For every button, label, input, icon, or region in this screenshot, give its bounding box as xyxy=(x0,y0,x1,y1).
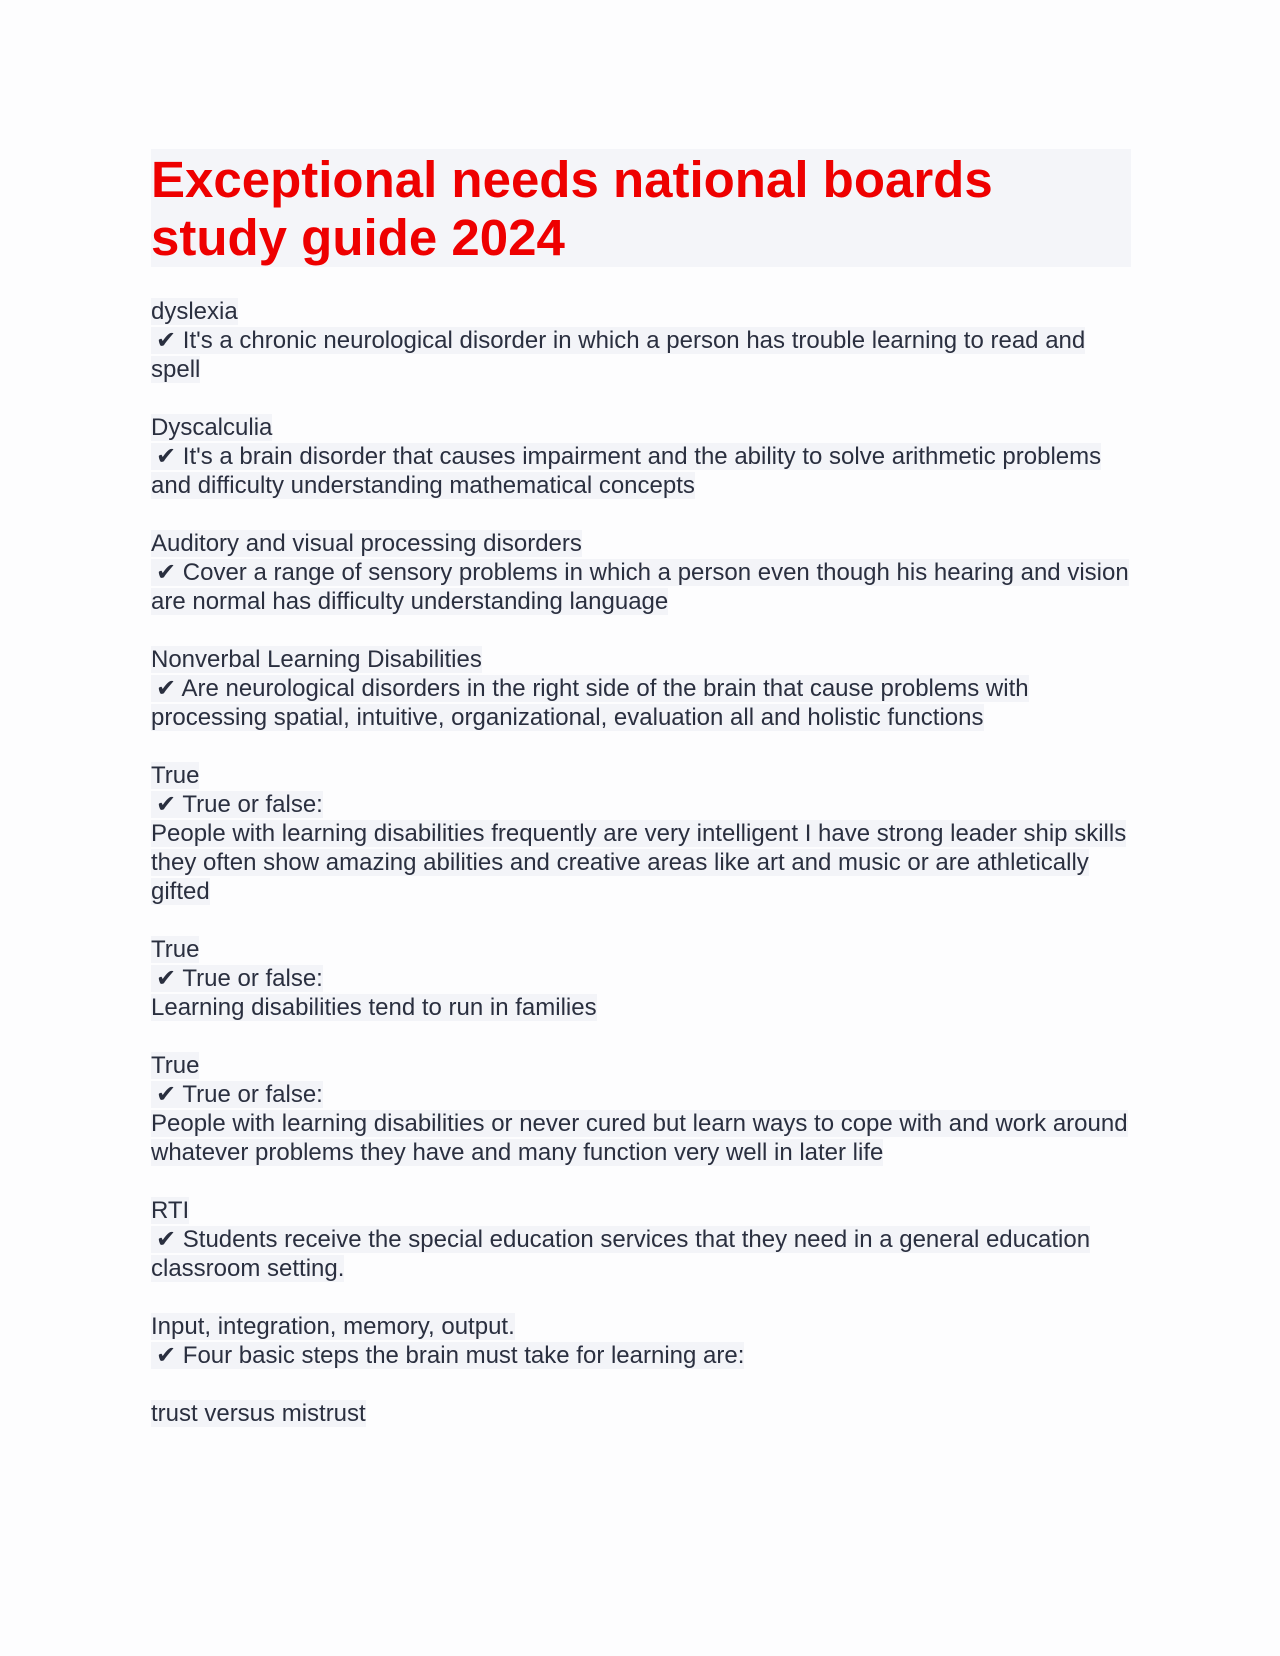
qa-term: Dyscalculia xyxy=(151,414,273,441)
checkmark-icon: ✔ xyxy=(156,443,177,470)
qa-answer: Are neurological disorders in the right side of the brain that cause problems with processing spatial, intuitive, organizational, evaluation all and holistic functions xyxy=(151,675,1029,731)
checkmark-icon: ✔ xyxy=(156,675,177,702)
title-block xyxy=(151,149,1131,267)
qa-answer: True or false: xyxy=(182,965,323,992)
qa-term: Auditory and visual processing disorders xyxy=(151,530,582,557)
qa-item xyxy=(151,1312,1131,1370)
qa-term-line xyxy=(151,529,1131,558)
qa-term-line xyxy=(151,1312,1131,1341)
checkmark-icon: ✔ xyxy=(156,559,177,586)
checkmark-icon: ✔ xyxy=(156,327,177,354)
qa-answer: Four basic steps the brain must take for learning are: xyxy=(182,1342,745,1369)
qa-answer-continued: Learning disabilities tend to run in families xyxy=(151,994,597,1021)
checkmark-icon: ✔ xyxy=(156,1226,177,1253)
qa-answer-highlight xyxy=(151,1342,744,1369)
document-title: Exceptional needs national boards study guide 2024 xyxy=(151,151,993,266)
qa-answer-line xyxy=(151,674,1131,732)
qa-answer-highlight xyxy=(151,791,323,818)
qa-answer-line xyxy=(151,964,1131,993)
qa-answer-continued: People with learning disabilities frequently are very intelligent I have strong leader ship skills they often show amazing abilities and creative areas like art and music or are athletically gifted xyxy=(151,820,1127,905)
qa-answer-continued-line xyxy=(151,993,1131,1022)
checkmark-icon: ✔ xyxy=(156,1342,177,1369)
qa-item xyxy=(151,413,1131,500)
qa-term: RTI xyxy=(151,1197,190,1224)
qa-answer-highlight xyxy=(151,675,1029,731)
qa-term: dyslexia xyxy=(151,298,238,325)
qa-answer: Students receive the special education services that they need in a general education classroom setting. xyxy=(151,1226,1091,1282)
qa-term-line xyxy=(151,1051,1131,1080)
qa-answer-highlight xyxy=(151,559,1129,615)
qa-term-line xyxy=(151,761,1131,790)
qa-answer: True or false: xyxy=(182,791,323,818)
qa-answer-line xyxy=(151,442,1131,500)
qa-answer: It's a chronic neurological disorder in which a person has trouble learning to read and spell xyxy=(151,327,1086,383)
document-page xyxy=(151,149,1131,1457)
qa-answer-line xyxy=(151,1341,1131,1370)
qa-answer: True or false: xyxy=(182,1081,323,1108)
qa-term: Input, integration, memory, output. xyxy=(151,1313,515,1340)
qa-answer-line xyxy=(151,1225,1131,1283)
qa-answer-continued: People with learning disabilities or never cured but learn ways to cope with and work around whatever problems they have and many function very well in later life xyxy=(151,1110,1128,1166)
qa-term-line xyxy=(151,935,1131,964)
qa-term: True xyxy=(151,762,200,789)
qa-item xyxy=(151,1399,1131,1428)
checkmark-icon: ✔ xyxy=(156,965,177,992)
qa-term-line xyxy=(151,1196,1131,1225)
qa-term: True xyxy=(151,1052,200,1079)
qa-term-line xyxy=(151,413,1131,442)
qa-answer-line xyxy=(151,558,1131,616)
qa-item xyxy=(151,761,1131,906)
qa-item xyxy=(151,529,1131,616)
qa-answer-highlight xyxy=(151,327,1085,383)
qa-answer: It's a brain disorder that causes impairment and the ability to solve arithmetic problems and difficulty understanding mathematical concepts xyxy=(151,443,1102,499)
qa-term: Nonverbal Learning Disabilities xyxy=(151,646,482,673)
qa-answer-highlight xyxy=(151,1226,1090,1282)
qa-item xyxy=(151,1196,1131,1283)
qa-answer-highlight xyxy=(151,1081,323,1108)
qa-item xyxy=(151,935,1131,1022)
qa-item xyxy=(151,645,1131,732)
qa-term-line xyxy=(151,1399,1131,1428)
qa-term: trust versus mistrust xyxy=(151,1400,366,1427)
qa-term-line xyxy=(151,645,1131,674)
qa-term-line xyxy=(151,297,1131,326)
qa-answer-line xyxy=(151,790,1131,819)
qa-answer-line xyxy=(151,326,1131,384)
qa-answer-highlight xyxy=(151,443,1101,499)
qa-answer-continued-line xyxy=(151,819,1131,906)
qa-list xyxy=(151,297,1131,1428)
qa-term: True xyxy=(151,936,200,963)
checkmark-icon: ✔ xyxy=(156,1081,177,1108)
qa-answer: Cover a range of sensory problems in which a person even though his hearing and vision are normal has difficulty understanding language xyxy=(151,559,1129,615)
qa-answer-continued-line xyxy=(151,1109,1131,1167)
checkmark-icon: ✔ xyxy=(156,791,177,818)
qa-item xyxy=(151,297,1131,384)
qa-answer-highlight xyxy=(151,965,323,992)
qa-item xyxy=(151,1051,1131,1167)
qa-answer-line xyxy=(151,1080,1131,1109)
